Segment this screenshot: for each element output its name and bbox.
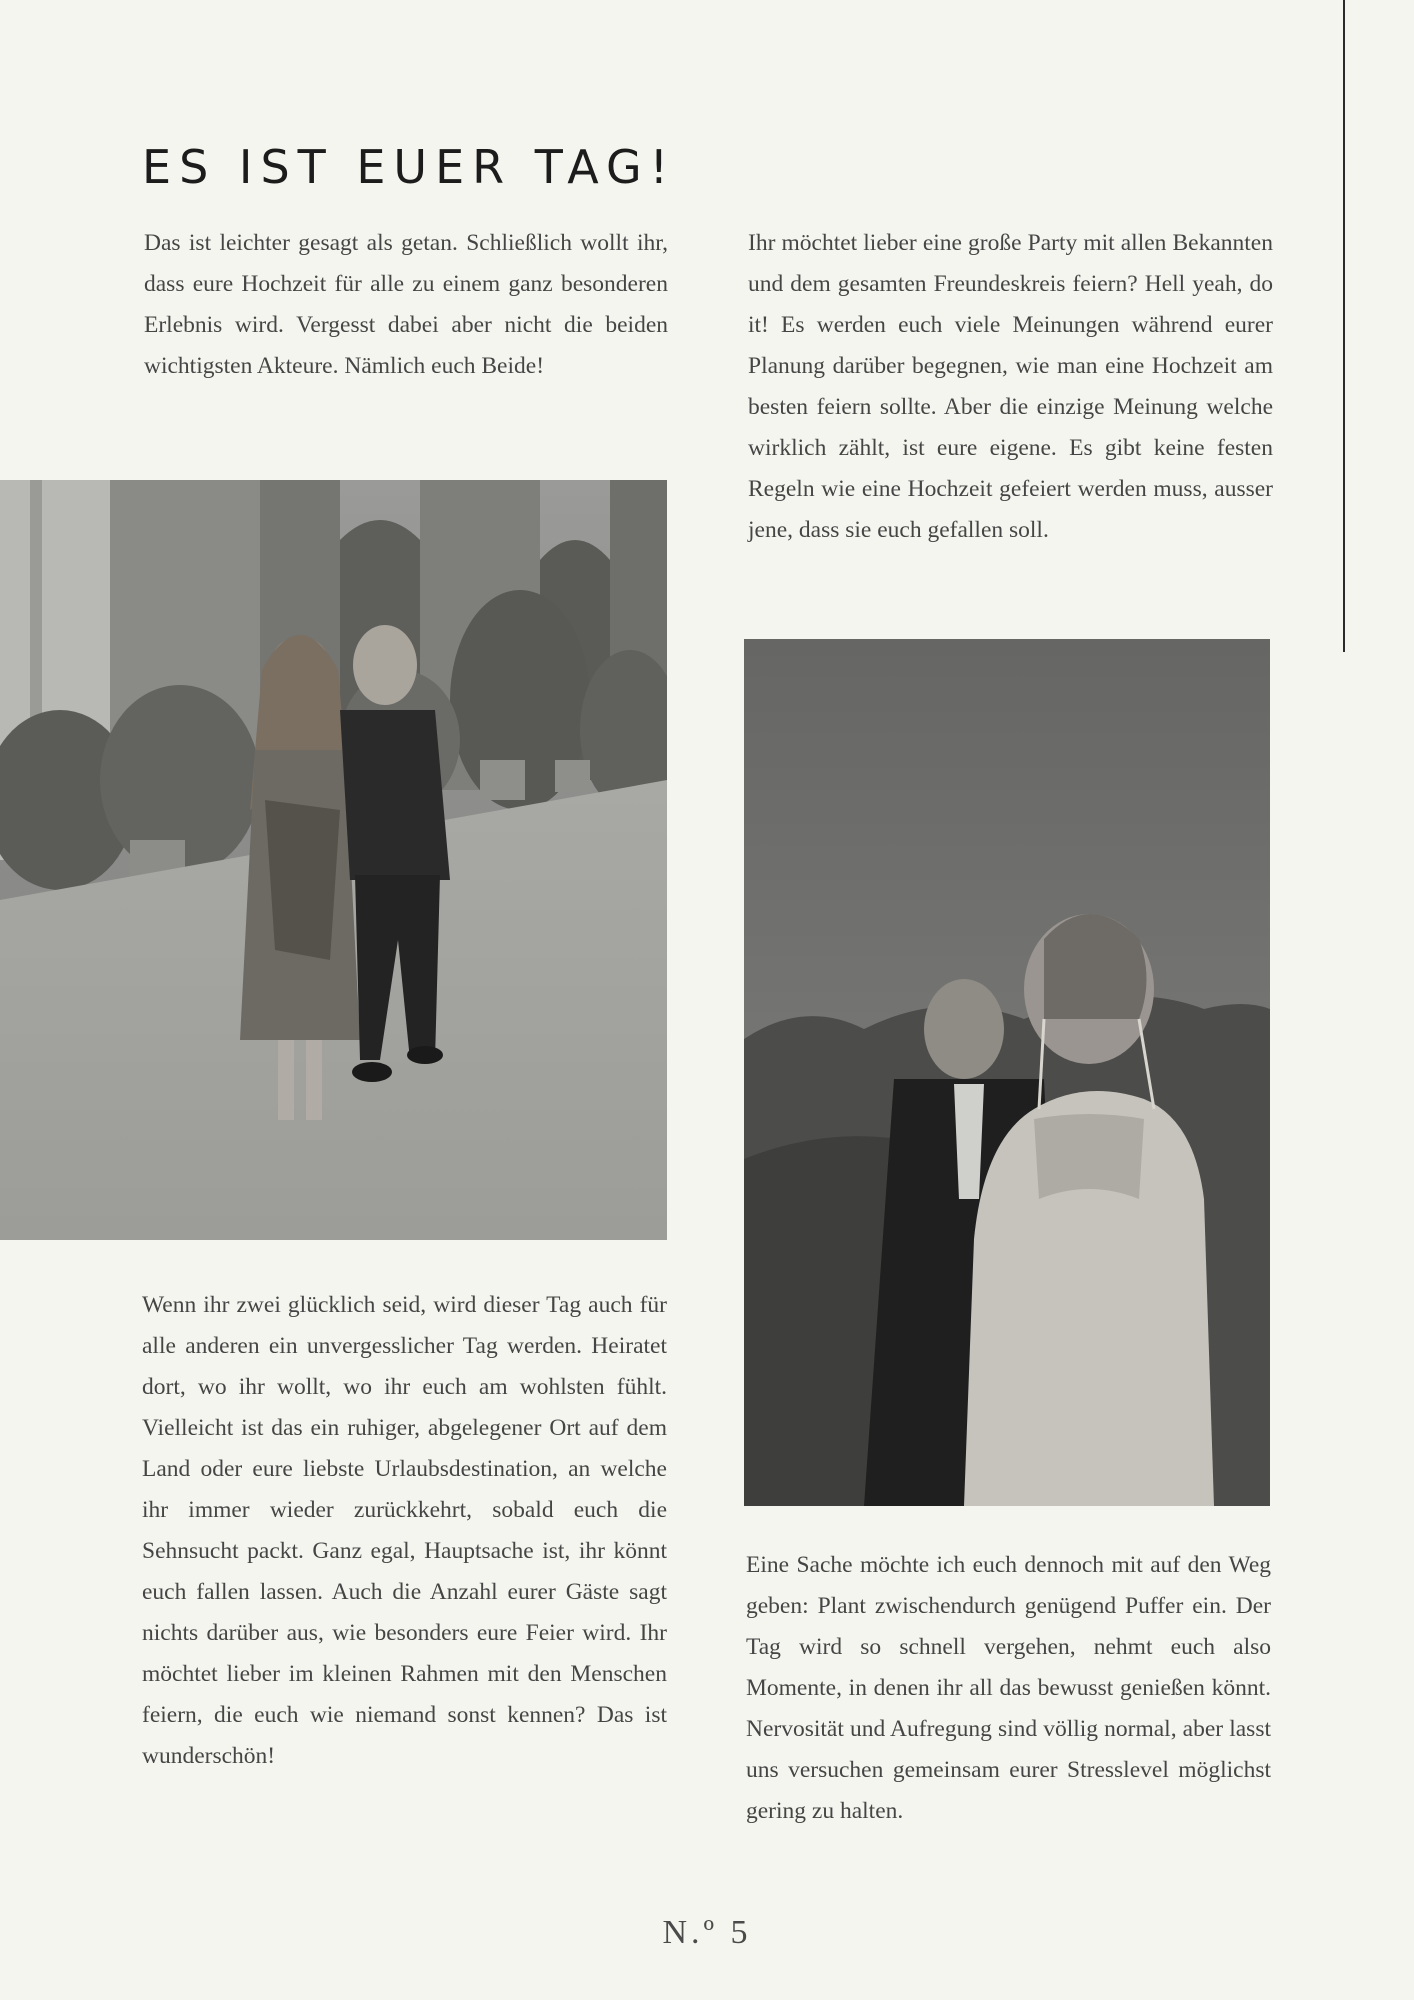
- couple-first-look-photo: [744, 639, 1270, 1506]
- happy-couple-paragraph: Wenn ihr zwei glücklich seid, wird dieser Tag auch für alle anderen ein unvergesslicher Tag werden. Heiratet dort, wo ihr wollt, wo ihr euch am wohlsten fühlt. Vielleicht ist das ein ruhiger, abgelegener Ort auf dem Land oder eure liebste Urlaubsdestination, an welche ihr immer wieder zurückkehrt, sobald euch die Sehnsucht packt. Ganz egal, Hauptsache ist, ihr könnt euch fallen lassen. Auch die Anzahl eurer Gäste sagt nichts darüber aus, wie besonders eure Feier wird. Ihr möchtet lieber im kleinen Rahmen mit den Menschen feiern, die euch wie niemand sonst kennen? Das ist wunderschön!: [142, 1292, 667, 1769]
- intro-paragraph: Das ist leichter gesagt als getan. Schließlich wollt ihr, dass eure Hochzeit für alle zu einem ganz besonderen Erlebnis wird. Vergesst dabei aber nicht die beiden wichtigsten Akteure. Nämlich euch Beide!: [144, 230, 668, 379]
- advice-paragraph: Eine Sache möchte ich euch dennoch mit auf den Weg geben: Plant zwischendurch genügend Puffer ein. Der Tag wird so schnell vergehen, nehmt euch also Momente, in denen ihr all das bewusst genießen könnt. Nervosität und Aufregung sind völlig normal, aber lasst uns versuchen gemeinsam eurer Stresslevel möglichst gering zu halten.: [746, 1552, 1271, 1824]
- couple-walking-photo: [0, 480, 667, 1240]
- vertical-divider-line: [1343, 0, 1345, 652]
- couple-walking-image: [0, 480, 667, 1240]
- page-number: N.º 5: [662, 1914, 752, 1951]
- party-paragraph: Ihr möchtet lieber eine große Party mit allen Bekannten und dem gesamten Freundeskreis feiern? Hell yeah, do it! Es werden euch viele Meinungen während eurer Planung darüber begegnen, wie man eine Hochzeit am besten feiern sollte. Aber die einzige Meinung welche wirklich zählt, ist eure eigene. Es gibt keine festen Regeln wie eine Hochzeit gefeiert werden muss, ausser jene, dass sie euch gefallen soll.: [748, 230, 1273, 543]
- page-title: ES IST EUER TAG!: [142, 140, 677, 194]
- couple-first-look-image: [744, 639, 1270, 1506]
